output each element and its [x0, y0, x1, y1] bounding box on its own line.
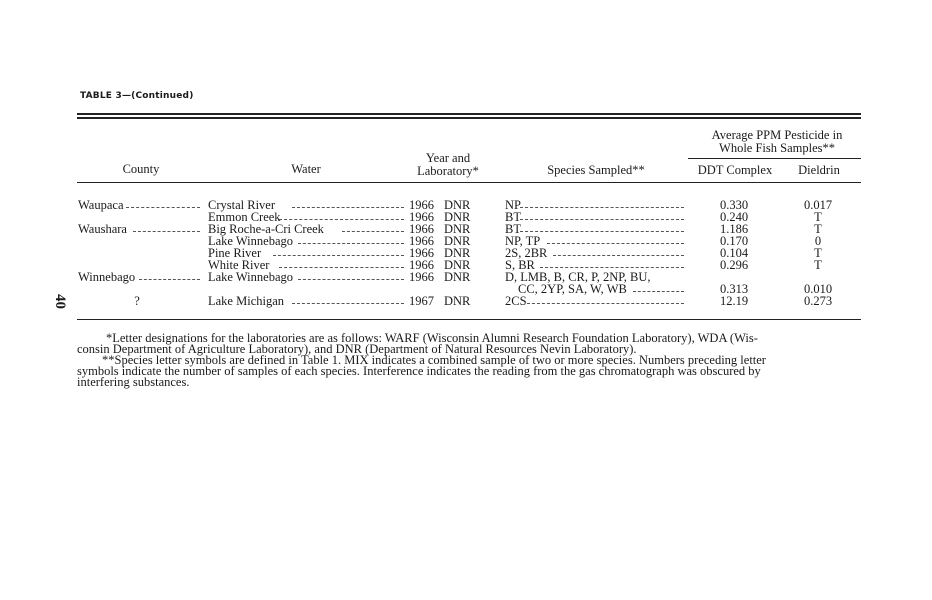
- table-caption: TABLE 3—(Continued): [80, 91, 194, 101]
- dieldrin-cell: 0.017: [803, 198, 833, 212]
- page-number: 40: [52, 294, 68, 309]
- species-dot-leader: [633, 291, 684, 292]
- county-dot-leader: [133, 231, 200, 232]
- water-cell: Crystal River: [208, 198, 276, 212]
- ddt-cell: 12.19: [719, 294, 749, 308]
- header-water: Water: [291, 162, 321, 176]
- dieldrin-cell: 0.273: [803, 294, 833, 308]
- header-bottom-rule: [77, 182, 861, 183]
- ddt-cell: 0.330: [719, 198, 749, 212]
- water-cell: Pine River: [208, 246, 262, 260]
- species-dot-leader: [527, 303, 684, 304]
- year-cell: 1967: [409, 294, 434, 308]
- dieldrin-cell: T: [814, 222, 822, 236]
- species-dot-leader: [540, 267, 684, 268]
- year-cell: 1966: [409, 258, 434, 272]
- water-cell: Lake Winnebago: [208, 234, 293, 248]
- footnote-lab-line-1: *Letter designations for the laboratories are as follows: WARF (Wisconsin Alumni Research Foundation Laboratory), WDA (Wis-: [106, 331, 758, 345]
- species-cell: NP: [505, 198, 521, 212]
- ddt-cell: 0.313: [719, 282, 749, 296]
- dieldrin-cell: T: [814, 246, 822, 260]
- lab-cell: DNR: [444, 246, 471, 260]
- year-cell: 1966: [409, 246, 434, 260]
- year-cell: 1966: [409, 234, 434, 248]
- water-cell: Emmon Creek: [208, 210, 281, 224]
- ddt-cell: 0.170: [719, 234, 749, 248]
- footnote-species-line-2: symbols indicate the number of samples of each species. Interference indicates the reading from the gas chromatograph was obscured by: [77, 364, 761, 378]
- header-dieldrin: Dieldrin: [798, 163, 840, 177]
- county-cell: Winnebago: [78, 270, 136, 284]
- county-dot-leader: [139, 279, 200, 280]
- water-cell: Lake Michigan: [208, 294, 285, 308]
- top-rule-1: [77, 113, 861, 115]
- species-cell: 2CS: [505, 294, 527, 308]
- table-bottom-rule: [77, 319, 861, 320]
- species-dot-leader: [520, 219, 684, 220]
- county-cell: Waushara: [78, 222, 127, 236]
- water-dot-leader: [279, 267, 404, 268]
- lab-cell: DNR: [444, 294, 471, 308]
- species-cell: S, BR: [505, 258, 535, 272]
- dieldrin-cell: 0: [814, 234, 822, 248]
- species-cell: BT: [505, 222, 521, 236]
- species-cell-continued: CC, 2YP, SA, W, WB: [518, 282, 627, 296]
- lab-cell: DNR: [444, 270, 471, 284]
- header-avg-group: Average PPM Pesticide in Whole Fish Samples**: [711, 128, 843, 155]
- water-dot-leader: [298, 243, 404, 244]
- ddt-cell: 1.186: [719, 222, 749, 236]
- lab-cell: DNR: [444, 258, 471, 272]
- dieldrin-cell: T: [814, 210, 822, 224]
- header-ddt: DDT Complex: [697, 163, 773, 177]
- county-dot-leader: [126, 207, 200, 208]
- year-cell: 1966: [409, 270, 434, 284]
- lab-cell: DNR: [444, 234, 471, 248]
- species-dot-leader: [553, 255, 684, 256]
- water-cell: Big Roche-a-Cri Creek: [208, 222, 324, 236]
- species-dot-leader: [520, 207, 684, 208]
- dieldrin-cell: 0.010: [803, 282, 833, 296]
- lab-cell: DNR: [444, 210, 471, 224]
- species-cell: NP, TP: [505, 234, 541, 248]
- header-group-rule: [688, 158, 861, 159]
- year-cell: 1966: [409, 222, 434, 236]
- county-cell: Waupaca: [78, 198, 124, 212]
- dieldrin-cell: T: [814, 258, 822, 272]
- footnote-lab-line-2: consin Department of Agriculture Laboratory), and DNR (Department of Natural Resources Nevin Laboratory).: [77, 342, 637, 356]
- water-dot-leader: [292, 303, 404, 304]
- year-cell: 1966: [409, 198, 434, 212]
- water-dot-leader: [273, 255, 404, 256]
- water-dot-leader: [342, 231, 404, 232]
- footnote-species-line-1: **Species letter symbols are defined in Table 1. MIX indicates a combined sample of two or more species. Numbers preceding letter: [102, 353, 766, 367]
- species-cell: 2S, 2BR: [505, 246, 548, 260]
- county-cell: ?: [134, 294, 140, 308]
- ddt-cell: 0.296: [719, 258, 749, 272]
- species-cell: BT: [505, 210, 521, 224]
- water-dot-leader: [279, 219, 404, 220]
- header-species: Species Sampled**: [547, 163, 645, 177]
- ddt-cell: 0.240: [719, 210, 749, 224]
- header-year-lab: Year and Laboratory*: [417, 151, 479, 178]
- water-dot-leader: [298, 279, 404, 280]
- water-cell: Lake Winnebago: [208, 270, 293, 284]
- footnote-species-line-3: interfering substances.: [77, 375, 190, 389]
- lab-cell: DNR: [444, 198, 471, 212]
- year-cell: 1966: [409, 210, 434, 224]
- ddt-cell: 0.104: [719, 246, 749, 260]
- species-dot-leader: [520, 231, 684, 232]
- water-dot-leader: [292, 207, 404, 208]
- species-dot-leader: [547, 243, 684, 244]
- lab-cell: DNR: [444, 222, 471, 236]
- header-county: County: [122, 162, 160, 176]
- top-rule-2: [77, 117, 861, 119]
- water-cell: White River: [208, 258, 270, 272]
- species-cell: D, LMB, B, CR, P, 2NP, BU,: [505, 270, 651, 284]
